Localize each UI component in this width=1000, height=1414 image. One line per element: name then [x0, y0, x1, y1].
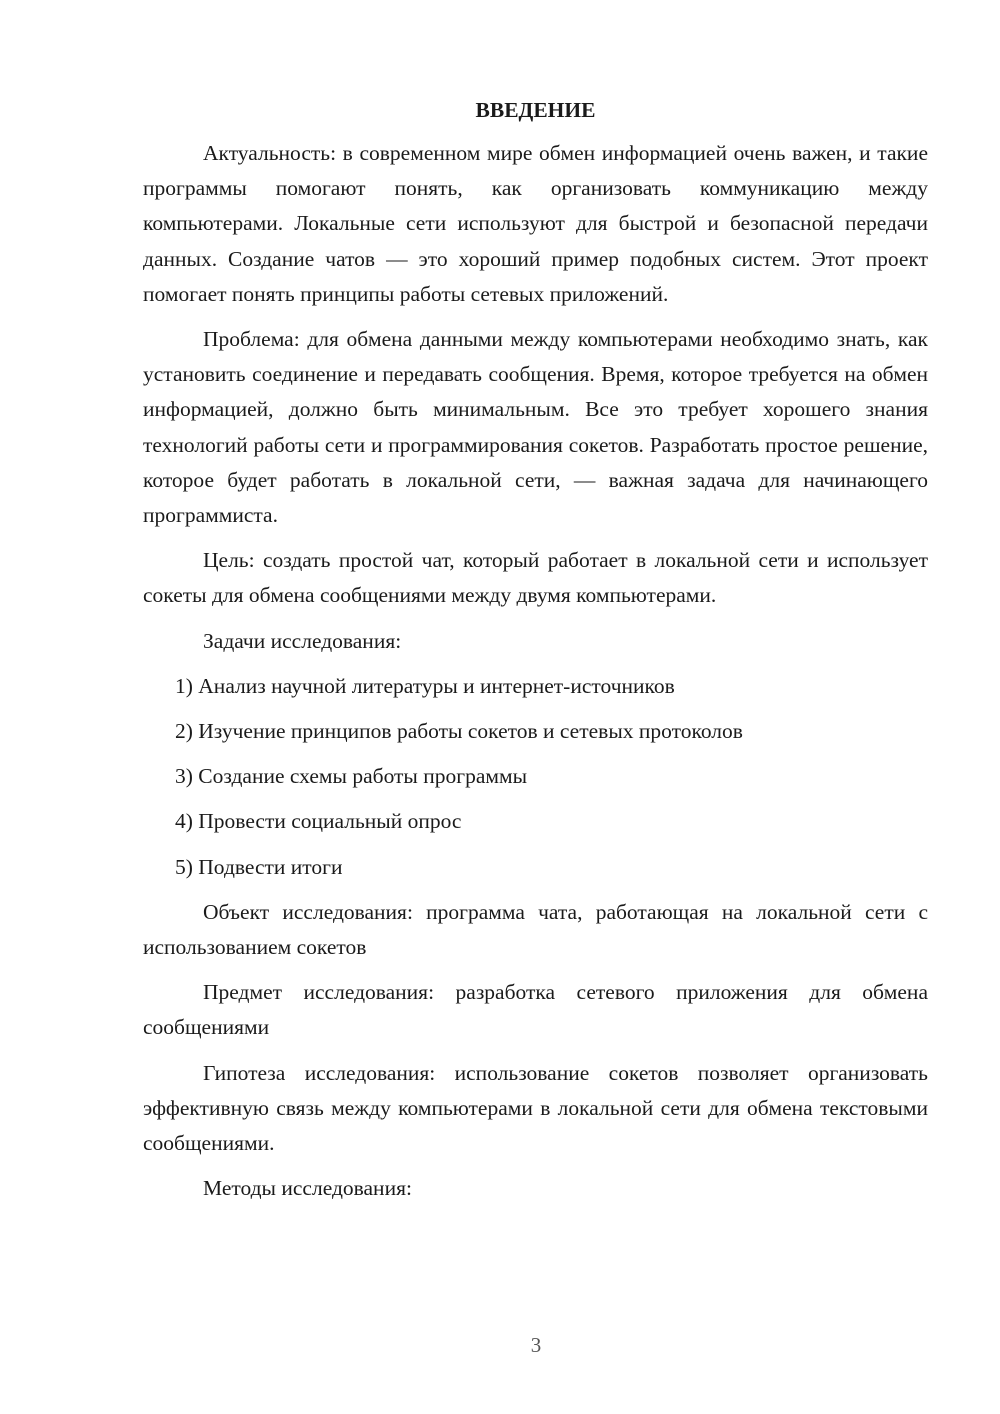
tasks-heading: Задачи исследования: — [203, 628, 402, 653]
paragraph-subject: Предмет исследования: разработка сетевого приложения для обмена сообщениями — [143, 980, 928, 1040]
methods-heading: Методы исследования: — [203, 1176, 412, 1201]
list-item: 2) Изучение принципов работы сокетов и сетевых протоколов — [175, 719, 743, 744]
list-item: 4) Провести социальный опрос — [175, 809, 462, 834]
list-item: 1) Анализ научной литературы и интернет-источников — [175, 673, 675, 698]
paragraph-object: Объект исследования: программа чата, работающая на локальной сети с использованием сокетов — [143, 899, 928, 960]
document-page — [143, 92, 928, 1216]
paragraph-relevance: Актуальность: в современном мире обмен информацией очень важен, и такие программы помогают понять, как организовать коммуникацию между компьютерами. Локальные сети используют для быстрой и безопасной передачи данных. Создание чатов — это хороший пример подобных систем. Этот проект помогает понять принципы работы сетевых приложений. — [143, 141, 928, 306]
list-item: 3) Создание схемы работы программы — [175, 764, 528, 789]
page-number: 3 — [530, 1333, 542, 1357]
tasks-list — [143, 669, 928, 885]
paragraph-problem: Проблема: для обмена данными между компьютерами необходимо знать, как установить соединение и передавать сообщения. Время, которое требуется на обмен информацией, должно быть минимальным. Все это требует хорошего знания технологий работы сети и программирования сокетов. Разработать простое решение, которое будет работать в локальной сети, — важная задача для начинающего программиста. — [143, 327, 928, 528]
paragraph-hypothesis: Гипотеза исследования: использование сокетов позволяет организовать эффективную связь между компьютерами в локальной сети для обмена текстовыми сообщениями. — [143, 1060, 928, 1156]
paragraph-goal: Цель: создать простой чат, который работает в локальной сети и использует сокеты для обмена сообщениями между двумя компьютерами. — [143, 548, 928, 608]
page-title: ВВЕДЕНИЕ — [475, 98, 596, 122]
list-item: 5) Подвести итоги — [175, 854, 343, 879]
